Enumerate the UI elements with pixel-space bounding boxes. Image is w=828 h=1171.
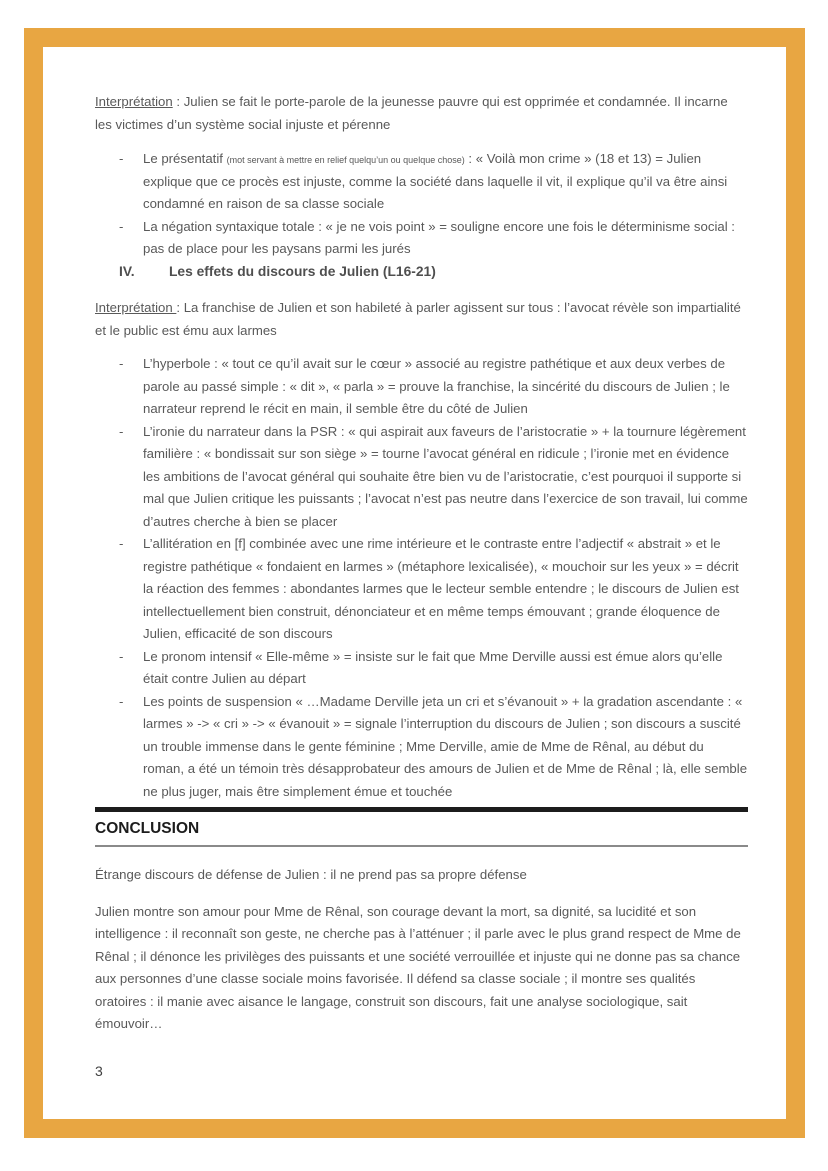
section-number: IV. [119, 263, 135, 279]
interpretation-paragraph-2 [95, 297, 748, 342]
conclusion-section [95, 807, 748, 1036]
conclusion-heading: CONCLUSION [95, 820, 200, 837]
dash-bullet: - [119, 536, 124, 551]
interpretation-text-1: : Julien se fait le porte-parole de la jeunesse pauvre qui est opprimée et condamnée. Il incarne les victimes d’un système social injuste et pérenne [95, 94, 728, 132]
list-item [95, 353, 748, 421]
conclusion-bottom-rule [95, 845, 748, 847]
interpretation-paragraph-1 [95, 91, 748, 136]
presentatif-body: : « Voilà mon crime » (18 et 13) = Julien explique que ce procès est injuste, comme la société dans laquelle il vit, il explique qu’il va être ainsi condamné en raison de sa classe sociale [143, 151, 728, 211]
list-item-text: L’ironie du narrateur dans la PSR : « qui aspirait aux faveurs de l’aristocratie » + la tournure légèrement familière : « bondissait sur son siège » = tourne l’avocat général en ridicule ; l’ironie met en évidence les ambitions de l’avocat général qui souhaite être bien vu de l’aristocratie, c’est pourquoi il supporte si mal que Julien critique les puissants ; l’avocat n’est pas neutre dans l’exercice de son travail, lui comme d’autres cherche à bien se placer [143, 423, 748, 529]
section-title: Les effets du discours de Julien (L16-21) [169, 263, 436, 279]
list-item [95, 533, 748, 646]
interpretation-label-2: Interprétation [95, 300, 177, 315]
analysis-list-2 [95, 353, 748, 803]
list-item [95, 148, 748, 216]
presentatif-note: (mot servant à mettre en relief quelqu’un ou quelque chose) [226, 155, 465, 165]
conclusion-paragraph-1: Étrange discours de défense de Julien : il ne prend pas sa propre défense [95, 867, 527, 882]
interpretation-label-1: Interprétation [95, 94, 173, 109]
conclusion-paragraph-2: Julien montre son amour pour Mme de Rênal, son courage devant la mort, sa dignité, sa lucidité et son intelligence : il reconnaît son geste, ne cherche pas à l’atténuer ; il parle avec le plus grand respect de Mme de Rênal ; il dénonce les privilèges des puissants et une société verrouillée et injuste qui ne donne pas sa chance aux personnes d’une classe sociale moins favorisée. Il défend sa classe sociale ; il montre ses qualités oratoires : il manie avec aisance le langage, construit son discours, fait une analyse sociologique, sait émouvoir… [95, 903, 741, 1031]
analysis-list-1 [95, 148, 748, 261]
list-item [95, 646, 748, 691]
list-item-text: L’hyperbole : « tout ce qu’il avait sur le cœur » associé au registre pathétique et aux deux verbes de parole au passé simple : « dit », « parla » = prouve la franchise, la sincérité du discours de Julien ; le narrateur reprend le récit en main, il semble être du côté de Julien [143, 356, 730, 416]
presentatif-lead: Le présentatif [143, 151, 227, 166]
dash-bullet: - [119, 423, 124, 439]
list-item [95, 216, 748, 261]
dash-bullet: - [119, 693, 124, 709]
interpretation-text-2: : La franchise de Julien et son habileté à parler agissent sur tous : l’avocat révèle son impartialité et le public est ému aux larmes [95, 300, 741, 338]
list-item-text: L’allitération en [f] combinée avec une rime intérieure et le contraste entre l’adjectif « abstrait » et le registre pathétique « fondaient en larmes » (métaphore lexicalisée), « mouchoir sur les yeux » = décrit la réaction des femmes : abondantes larmes que le lecteur semble entendre ; le discours de Julien est intellectuellement bien construit, dénonciateur et en même temps émouvant ; grande éloquence de Julien, efficacité de son discours [143, 536, 739, 641]
list-item-text: Les points de suspension « …Madame Derville jeta un cri et s’évanouit » + la gradation ascendante : « larmes » -> « cri » -> « évanouit » = signale l’interruption du discours de Julien ; son discours a suscité un trouble immense dans le gente féminine ; Mme Derville, amie de Mme de Rênal, au début du roman, a été un témoin très désapprobateur des amours de Julien et de Mme de Rênal ; là, elle semble ne plus juger, mais être simplement émue et touchée [143, 693, 748, 799]
dash-bullet: - [119, 218, 124, 234]
list-item-text: La négation syntaxique totale : « je ne vois point » = souligne encore une fois le déterminisme social : pas de place pour les paysans parmi les jurés [143, 218, 735, 256]
page-border-frame [24, 28, 805, 1138]
dash-bullet: - [119, 648, 124, 664]
list-item-text [143, 148, 748, 216]
dash-bullet: - [119, 356, 124, 371]
page-number: 3 [95, 1062, 103, 1079]
list-item-text: Le pronom intensif « Elle-même » = insiste sur le fait que Mme Derville aussi est émue alors qu’elle était contre Julien au départ [143, 648, 723, 686]
list-item [95, 691, 748, 804]
section-heading-iv [95, 261, 748, 284]
document-page [43, 47, 786, 1082]
dash-bullet: - [119, 151, 124, 166]
list-item [95, 421, 748, 534]
